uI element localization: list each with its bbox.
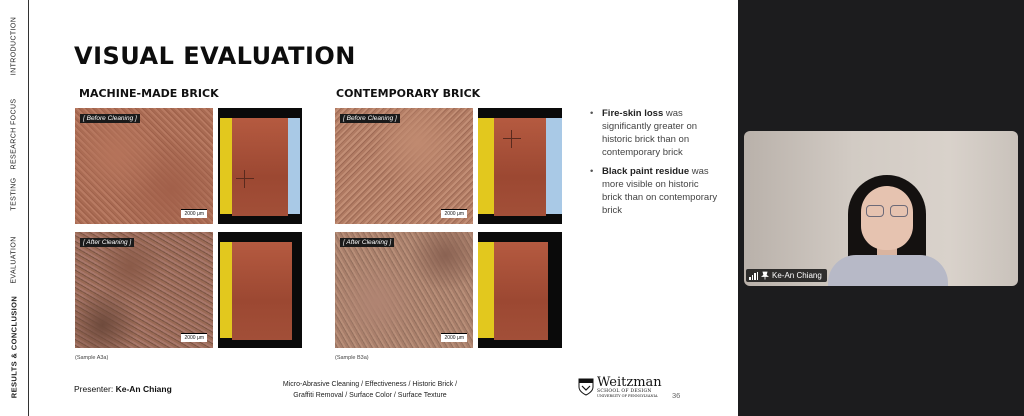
machine-made-after-micrograph — [75, 232, 213, 348]
findings-list — [588, 107, 718, 223]
participant-video-tile[interactable] — [744, 131, 1018, 286]
participant-face — [861, 186, 913, 250]
presenter-label: Presenter: — [74, 384, 114, 394]
finding-item — [588, 107, 718, 159]
nav-testing: TESTING — [10, 177, 18, 211]
logo-subtitle: SCHOOL OF DESIGN — [597, 389, 652, 394]
section-nav — [0, 0, 29, 416]
machine-made-before-photo — [218, 108, 302, 224]
crosshair-mark — [236, 170, 254, 188]
finding-text: was significantly greater on historic brick than on contemporary brick — [602, 108, 698, 158]
scale-bar: 2000 μm — [441, 333, 467, 342]
contemporary-before-micrograph — [335, 108, 473, 224]
logo-university: UNIVERSITY OF PENNSYLVANIA — [597, 394, 658, 398]
machine-made-brick-heading: MACHINE-MADE BRICK — [79, 87, 219, 100]
weitzman-logo — [578, 376, 662, 398]
presenter-name: Ke-An Chiang — [115, 384, 172, 394]
contemporary-after-photo — [478, 232, 562, 348]
signal-strength-icon — [749, 272, 758, 280]
brick-face — [232, 242, 292, 340]
color-card-yellow — [478, 118, 494, 214]
scale-bar: 2000 μm — [181, 333, 207, 342]
contemporary-before-photo — [478, 108, 562, 224]
slide-title: VISUAL EVALUATION — [74, 42, 356, 70]
color-card-yellow — [220, 242, 232, 338]
keywords-line-2: Graffiti Removal / Surface Color / Surface Texture — [293, 392, 447, 399]
scale-bar: 2000 μm — [441, 209, 467, 218]
machine-made-before-micrograph — [75, 108, 213, 224]
logo-wordmark: Weitzman — [597, 375, 662, 390]
participant-name: Ke-An Chiang — [772, 271, 822, 280]
before-cleaning-tag: [ Before Cleaning ] — [340, 114, 400, 123]
presenter-credit — [74, 384, 172, 394]
finding-bold: Black paint residue — [602, 166, 690, 177]
finding-bold: Fire-skin loss — [602, 108, 664, 119]
contemporary-brick-heading: CONTEMPORARY BRICK — [336, 87, 481, 100]
participant-name-tag — [746, 269, 827, 282]
contemporary-after-micrograph — [335, 232, 473, 348]
nav-results-conclusion: RESULTS & CONCLUSION — [9, 295, 19, 399]
glasses — [866, 205, 908, 217]
finding-item — [588, 165, 718, 217]
after-cleaning-tag: [ After Cleaning ] — [340, 238, 394, 247]
participant-body — [828, 255, 948, 286]
color-card-blue — [288, 118, 300, 214]
color-card-yellow — [220, 118, 232, 214]
nav-evaluation: EVALUATION — [10, 236, 18, 284]
keywords — [255, 379, 485, 401]
page-number: 36 — [672, 391, 681, 400]
before-cleaning-tag: [ Before Cleaning ] — [80, 114, 140, 123]
sample-label-b3a: (Sample B3a) — [335, 355, 369, 361]
penn-shield-icon — [578, 378, 594, 396]
crosshair-mark — [503, 130, 521, 148]
sample-label-a3a: (Sample A3a) — [75, 355, 109, 361]
pin-icon — [761, 271, 769, 280]
after-cleaning-tag: [ After Cleaning ] — [80, 238, 134, 247]
machine-made-after-photo — [218, 232, 302, 348]
nav-research-focus: RESEARCH FOCUS — [10, 98, 18, 170]
color-card-yellow — [478, 242, 494, 338]
finding-text: was more visible on historic brick than on contemporary brick — [602, 166, 718, 216]
brick-face — [494, 242, 548, 340]
nav-introduction: INTRODUCTION — [10, 16, 18, 76]
scale-bar: 2000 μm — [181, 209, 207, 218]
brick-face — [232, 118, 288, 216]
keywords-line-1: Micro-Abrasive Cleaning / Effectiveness / Historic Brick / — [282, 381, 458, 388]
color-card-blue — [546, 118, 562, 214]
